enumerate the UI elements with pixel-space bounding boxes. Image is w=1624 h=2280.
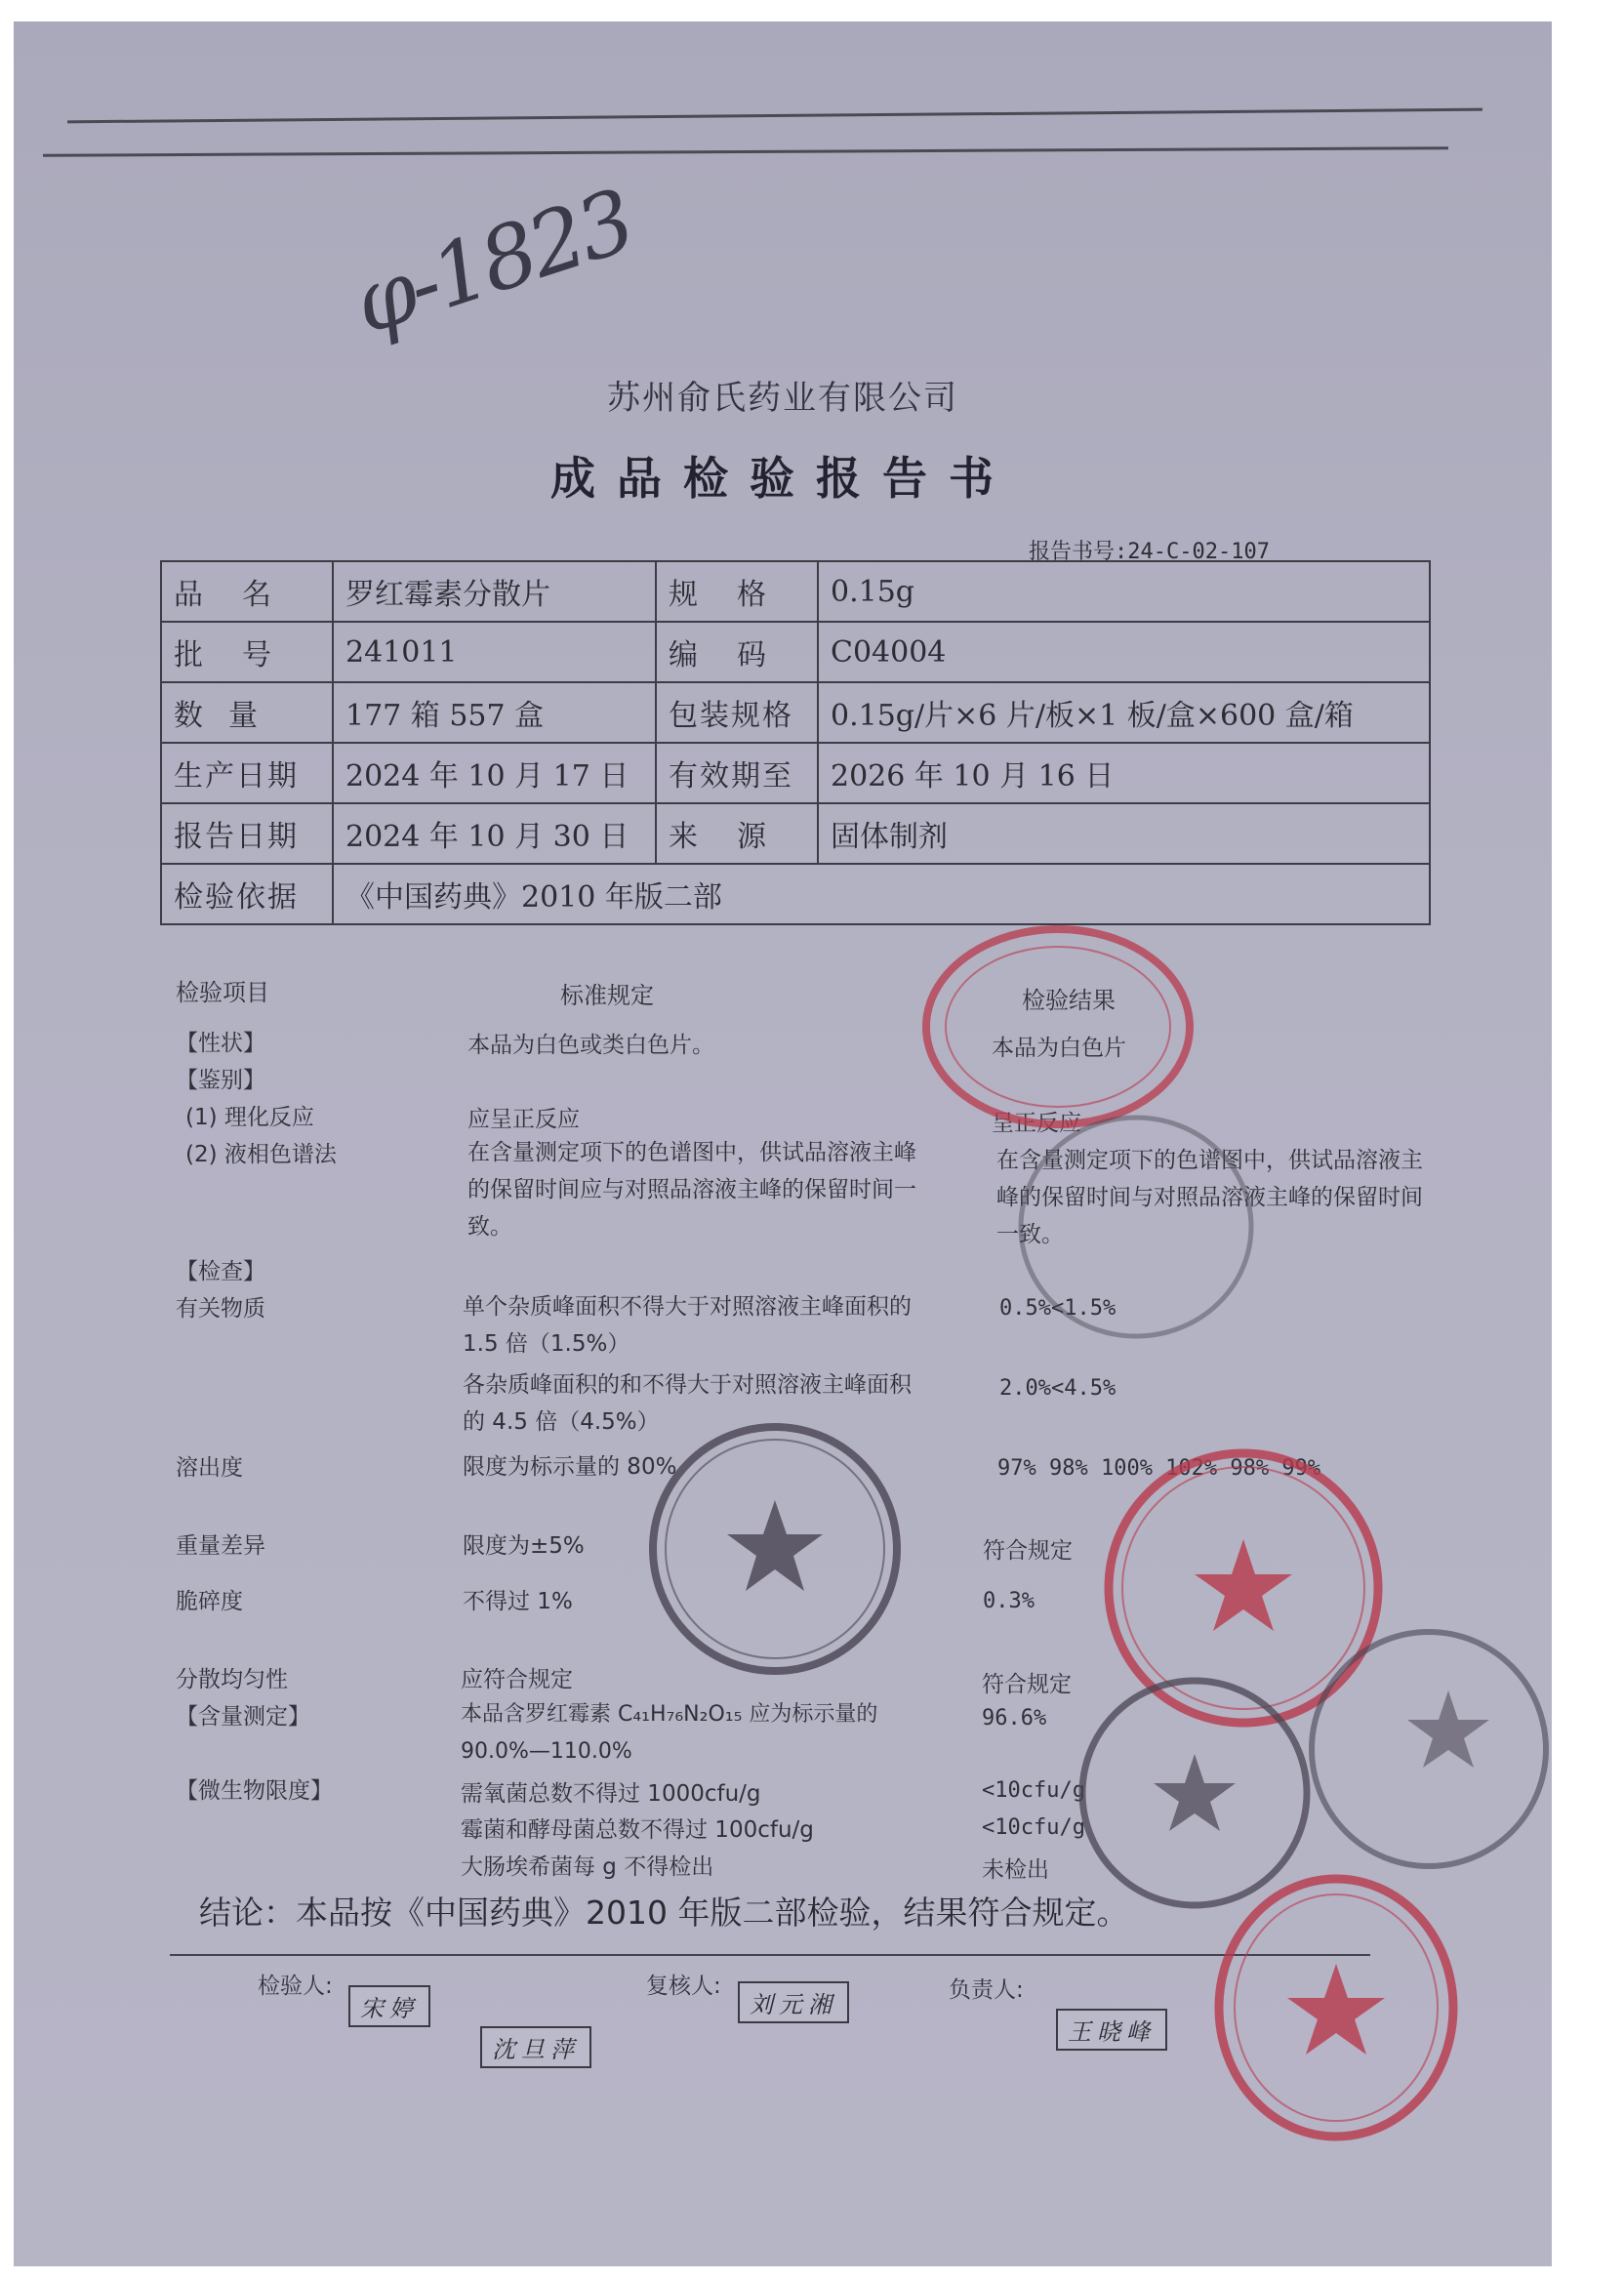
signature-divider [170, 1954, 1370, 1956]
report-date-value: 2024 年 10 月 30 日 [333, 803, 656, 864]
dispersion-standard: 应符合规定 [461, 1667, 573, 1692]
batch-value: 241011 [333, 622, 656, 682]
identification-1-result: 呈正反应 [992, 1111, 1081, 1136]
company-name: 苏州俞氏药业有限公司 [607, 379, 958, 418]
section-check: 【检查】 [176, 1259, 265, 1284]
scanned-report-page [14, 21, 1552, 2266]
dispersion-uniformity: 分散均匀性 [176, 1667, 288, 1692]
report-date-label: 报告日期 [161, 803, 333, 864]
related-substances: 有关物质 [176, 1296, 265, 1322]
dispersion-result: 符合规定 [982, 1672, 1072, 1697]
reviewer-signature: 刘元湘 [738, 1981, 849, 2023]
microbial-standard-2: 霉菌和酵母菌总数不得过 100cfu/g [461, 1817, 814, 1843]
dissolution-standard: 限度为标示量的 80% [463, 1454, 677, 1480]
column-header-standard: 标准规定 [560, 982, 654, 1009]
related-result-1: 0.5%<1.5% [999, 1296, 1116, 1321]
stamp-seal-report [1302, 1622, 1556, 1876]
stamp-seal-red-bottom [1209, 1871, 1463, 2144]
dissolution-result: 97% 98% 100% 102% 98% 99% [997, 1456, 1321, 1481]
microbial-result-1: <10cfu/g [982, 1778, 1085, 1803]
section-microbial-limit: 【微生物限度】 [176, 1778, 333, 1804]
related-standard-2: 各杂质峰面积的和不得大于对照溶液主峰面积的 4.5 倍（4.5%） [463, 1372, 912, 1435]
quantity-value: 177 箱 557 盒 [333, 682, 656, 743]
weight-variation: 重量差异 [176, 1533, 265, 1559]
friability-result: 0.3% [983, 1589, 1035, 1613]
conclusion-text: 结论：本品按《中国药典》2010 年版二部检验，结果符合规定。 [199, 1893, 1129, 1932]
column-header-result: 检验结果 [1022, 987, 1116, 1014]
assay-result: 96.6% [982, 1706, 1047, 1730]
production-date-value: 2024 年 10 月 17 日 [333, 743, 656, 803]
spec-label: 规格 [656, 561, 818, 622]
assay-standard: 本品含罗红霉素 C₄₁H₇₆N₂O₁₅ 应为标示量的 90.0%—110.0% [461, 1702, 878, 1764]
expiry-value: 2026 年 10 月 16 日 [818, 743, 1430, 803]
production-date-label: 生产日期 [161, 743, 333, 803]
section-appearance: 【性状】 [176, 1031, 265, 1056]
source-value: 固体制剂 [818, 803, 1430, 864]
friability: 脆碎度 [176, 1589, 243, 1614]
identification-2-standard: 在含量测定项下的色谱图中，供试品溶液主峰的保留时间应与对照品溶液主峰的保留时间一致。 [467, 1140, 916, 1240]
manager-label: 负责人: [949, 1977, 1024, 2003]
related-standard-1: 单个杂质峰面积不得大于对照溶液主峰面积的 1.5 倍（1.5%） [463, 1294, 912, 1357]
friability-standard: 不得过 1% [463, 1589, 573, 1614]
code-label: 编码 [656, 622, 818, 682]
dissolution: 溶出度 [176, 1455, 243, 1481]
batch-label: 批号 [161, 622, 333, 682]
report-number: 报告书号:24-C-02-107 [1029, 540, 1270, 564]
weight-result: 符合规定 [983, 1538, 1073, 1564]
stamp-seal-company [643, 1417, 907, 1681]
identification-2-result: 在含量测定项下的色谱图中，供试品溶液主峰的保留时间与对照品溶液主峰的保留时间一致。 [996, 1148, 1423, 1247]
microbial-result-2: <10cfu/g [982, 1815, 1085, 1840]
package-value: 0.15g/片×6 片/板×1 板/盒×600 盒/箱 [818, 682, 1430, 743]
code-value: C04004 [818, 622, 1430, 682]
handwritten-note: φ-1823 [342, 170, 644, 354]
section-identification: 【鉴别】 [176, 1068, 265, 1093]
source-label: 来源 [656, 803, 818, 864]
inspector-label: 检验人: [258, 1974, 333, 1999]
microbial-result-3: 未检出 [982, 1857, 1049, 1883]
reviewer-label: 复核人: [646, 1974, 721, 1999]
name-value: 罗红霉素分散片 [333, 561, 656, 622]
identification-1-standard: 应呈正反应 [467, 1107, 580, 1132]
spec-value: 0.15g [818, 561, 1430, 622]
appearance-standard: 本品为白色或类白色片。 [467, 1033, 714, 1058]
manager-signature: 王晓峰 [1056, 2009, 1167, 2051]
quantity-label: 数量 [161, 682, 333, 743]
appearance-result: 本品为白色片 [992, 1036, 1126, 1061]
basis-label: 检验依据 [161, 864, 333, 924]
basis-value: 《中国药典》2010 年版二部 [333, 864, 1430, 924]
document-title: 成品检验报告书 [550, 452, 1015, 505]
identification-1: (1) 理化反应 [185, 1105, 314, 1130]
related-result-2: 2.0%<4.5% [999, 1376, 1116, 1401]
inspector-signature-2: 沈旦萍 [480, 2026, 591, 2068]
stamp-seal-middle [1009, 1105, 1263, 1349]
name-label: 品名 [161, 561, 333, 622]
identification-2: (2) 液相色谱法 [185, 1142, 337, 1167]
section-assay: 【含量测定】 [176, 1704, 310, 1730]
package-label: 包装规格 [656, 682, 818, 743]
column-header-item: 检验项目 [176, 979, 269, 1006]
microbial-standard-3: 大肠埃希菌每 g 不得检出 [461, 1854, 714, 1880]
expiry-label: 有效期至 [656, 743, 818, 803]
microbial-standard-1: 需氧菌总数不得过 1000cfu/g [461, 1781, 761, 1807]
inspector-signature-1: 宋婷 [348, 1985, 430, 2027]
weight-standard: 限度为±5% [463, 1533, 585, 1559]
